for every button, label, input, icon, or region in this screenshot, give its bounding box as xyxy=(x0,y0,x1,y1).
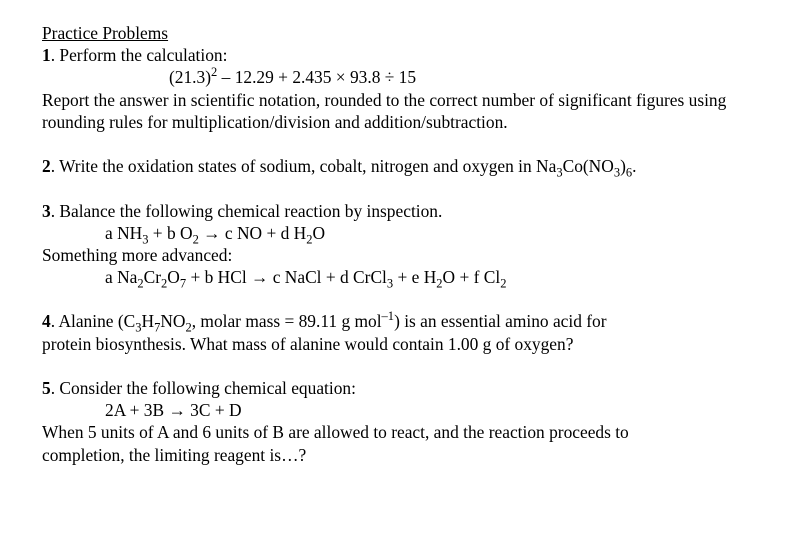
problem-3-advanced-label: Something more advanced: xyxy=(42,244,233,265)
problem-3-heading: 3. Balance the following chemical reaction by inspection. xyxy=(42,200,443,221)
document xyxy=(42,22,799,466)
page-title: Practice Problems xyxy=(42,23,169,43)
problem-number: 3 xyxy=(42,200,51,221)
problem-2: 2. Write the oxidation states of sodium, cobalt, nitrogen and oxygen in $Na_3Co(NO_3)_6$. xyxy=(42,156,637,180)
problem-1-heading xyxy=(42,44,799,66)
problem-4-line2: protein biosynthesis. What mass of alanine would contain 1.00 g of oxygen? xyxy=(42,333,574,354)
problem-1-note-line2: rounding rules for multiplication/division and addition/subtraction. xyxy=(42,111,508,132)
problem-1-note-line1: Report the answer in scientific notation, rounded to the correct number of significant figures using xyxy=(42,89,727,110)
problem-3-equation-1: a $NH_3 + b$ $O_2 \to c$ NO + d $H_2O$ xyxy=(105,222,326,247)
problem-5-heading: 5. Consider the following chemical equation: xyxy=(42,378,356,398)
problem-number: 1 xyxy=(42,45,51,66)
problem-5-line1: When 5 units of A and 6 units of B are allowed to react, and the reaction proceeds to xyxy=(42,422,629,443)
problem-number: 4 xyxy=(42,311,51,332)
problem-number: 2 xyxy=(42,156,51,177)
problem-4-line1: 4. Alanine ($C_3H_7NO_2$, molar mass = 89.11 g mol$^{-1}$) is an essential amino acid for xyxy=(42,309,607,335)
problem-1-text: . Perform the calculation: xyxy=(50,45,228,66)
problem-5-line2: completion, the limiting reagent is…? xyxy=(42,444,307,465)
problem-1-calculation: $(21.3)^2 - 12.29 + 2.435 \times 93.8 \div 15$ xyxy=(169,65,417,88)
problem-5-equation: 2A + 3B → 3C + D xyxy=(105,400,242,421)
problem-3-equation-2: a $Na_2Cr_2O_7 + b$ HCl → c NaCl + d CrCl$_3$ + e $H_2O + f$ $Cl_2$ xyxy=(105,267,507,291)
problem-number: 5 xyxy=(42,378,51,398)
